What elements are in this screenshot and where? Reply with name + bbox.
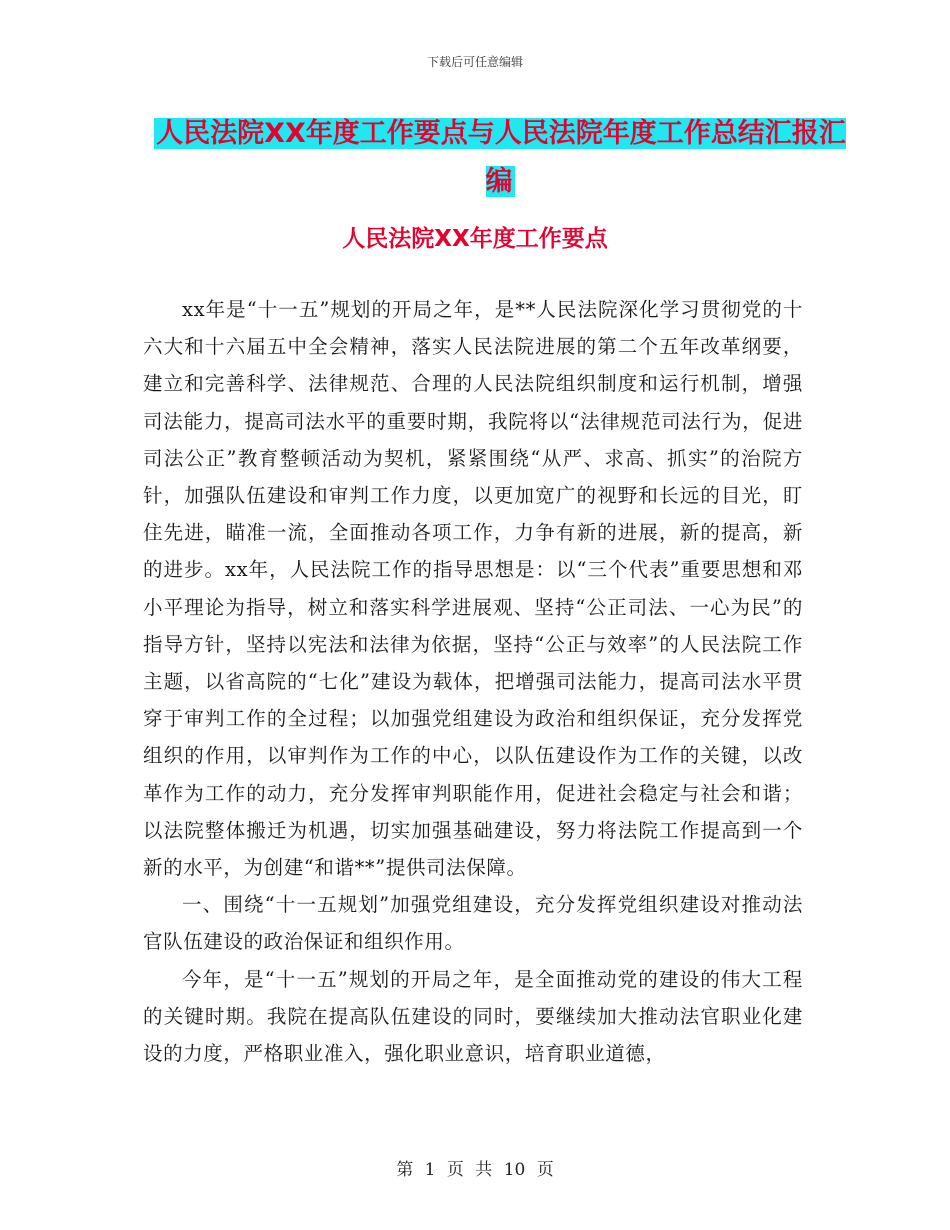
document-title (150, 110, 850, 206)
header-note: 下载后可任意编辑 (426, 55, 523, 69)
paragraph: 今年，是“十一五”规划的开局之年，是全面推动党的建设的伟大工程的关键时期。我院在提高队伍建设的同时，要继续加大推动法官职业化建设的力度，严格职业准入，强化职业意识，培育职业道德， (143, 967, 803, 1066)
paragraph: xx年是“十一五”规划的开局之年，是**人民法院深化学习贯彻党的十六大和十六届五中全会精神，落实人民法院进展的第二个五年改革纲要，建立和完善科学、法律规范、合理的人民法院组织制度和运行机制，增强司法能力，提高司法水平的重要时期，我院将以“法律规范司法行为，促进司法公正”教育整顿活动为契机，紧紧围绕“从严、求高、抓实”的治院方针，加强队伍建设和审判工作力度，以更加宽广的视野和长远的目光，盯住先进，瞄准一流，全面推动各项工作，力争有新的进展，新的提高，新的进步。xx年，人民法院工作的指导思想是：以“三个代表”重要思想和邓小平理论为指导，树立和落实科学进展观、坚持“公正司法、一心为民”的指导方针，坚持以宪法和法律为依据，坚持“公正与效率”的人民法院工作主题，以省高院的“七化”建设为载体，把增强司法能力，提高司法水平贯穿于审判工作的全过程；以加强党组建设为政治和组织保证，充分发挥党组织的作用，以审判作为工作的中心，以队伍建设作为工作的关键，以改革作为工作的动力，充分发挥审判职能作用，促进社会稳定与社会和谐；以法院整体搬迁为机遇，切实加强基础建设，努力将法院工作提高到一个新的水平，为创建“和谐**”提供司法保障。 (143, 298, 803, 880)
document-title-text: 人民法院XX年度工作要点与人民法院年度工作总结汇报汇编 (156, 118, 846, 197)
section-title: 人民法院XX年度工作要点 (342, 226, 608, 252)
body-text (143, 291, 803, 1072)
paragraph: 一、围绕“十一五规划”加强党组建设，充分发挥党组织建设对推动法官队伍建设的政治保证和组织作用。 (143, 893, 803, 954)
page-footer: 第 1 页 共 10 页 (396, 1160, 554, 1180)
